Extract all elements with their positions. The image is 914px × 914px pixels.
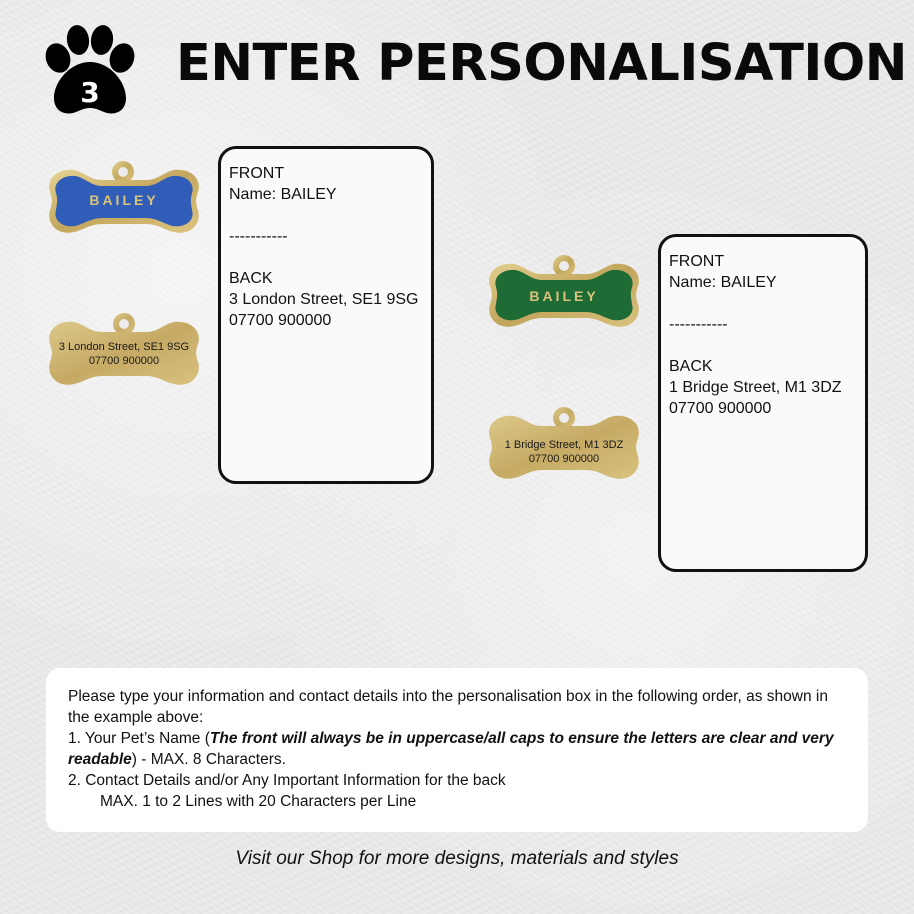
instructions-item-1: 1. Your Pet’s Name (The front will always be in uppercase/all caps to ensure the letters are clear and very readable) - MAX. 8 Characters. [68, 730, 834, 768]
card-back-label: BACK [669, 358, 713, 375]
card-phone: 07700 900000 [669, 400, 772, 417]
tag-back-phone: 07700 900000 [528, 453, 600, 465]
instructions-intro: Please type your information and contact details into the personalisation box in the following order, as shown in the example above: [68, 688, 828, 726]
card-name-line: Name: BAILEY [229, 186, 337, 203]
card-front-label: FRONT [229, 165, 285, 182]
instructions-item-1-emphasis: The front will always be in uppercase/all caps to ensure the letters are clear and very readable [68, 730, 834, 768]
card-front-label: FRONT [669, 253, 725, 270]
instructions-item-2-detail: MAX. 1 to 2 Lines with 20 Characters per Line [100, 793, 417, 810]
card-name-line: Name: BAILEY [669, 274, 777, 291]
front-tag-blue [44, 162, 204, 240]
tag-pet-name: BAILEY [529, 288, 599, 304]
step-number: 3 [80, 76, 100, 109]
personalisation-example-card-2 [658, 234, 868, 572]
front-tag-green [484, 256, 644, 334]
instructions-item-2: 2. Contact Details and/or Any Important Information for the back [68, 772, 506, 789]
card-phone: 07700 900000 [229, 312, 332, 329]
back-tag-gold-1 [44, 314, 204, 392]
tag-back-address: 3 London Street, SE1 9SG [58, 341, 190, 353]
page-title: ENTER PERSONALISATION [176, 34, 907, 93]
personalisation-example-card-1 [218, 146, 434, 484]
tag-pet-name: BAILEY [89, 192, 159, 208]
card-separator: ----------- [669, 316, 728, 333]
card-address: 3 London Street, SE1 9SG [229, 291, 419, 308]
paw-icon [40, 24, 140, 120]
card-separator: ----------- [229, 228, 288, 245]
back-tag-gold-2 [484, 408, 644, 486]
instructions-box [46, 668, 868, 832]
card-address: 1 Bridge Street, M1 3DZ [669, 379, 842, 396]
tag-back-address: 1 Bridge Street, M1 3DZ [504, 439, 624, 451]
tag-back-phone: 07700 900000 [88, 355, 160, 367]
shop-footer-text: Visit our Shop for more designs, materials and styles [235, 848, 679, 869]
card-back-label: BACK [229, 270, 273, 287]
